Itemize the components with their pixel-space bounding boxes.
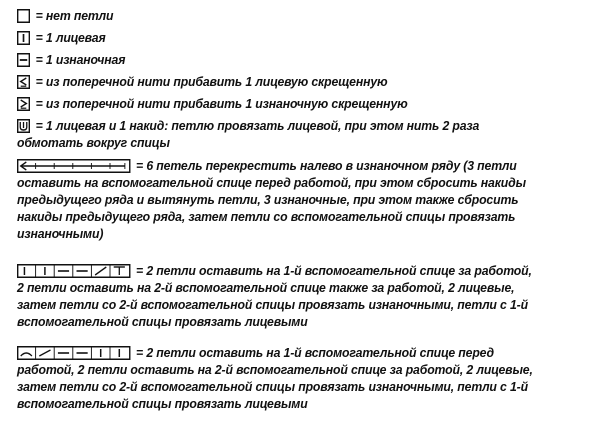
- legend-text: = 2 петли оставить на 1-й вспомогательной спице перед: [136, 345, 494, 360]
- legend-text: изнаночными): [17, 226, 104, 241]
- legend-item-cross-6-left: [17, 157, 546, 242]
- legend-text: накиды предыдущего ряда, затем петли со вспомогательной спицы провязать: [17, 209, 516, 224]
- legend-text: предыдущего ряда и вытянуть петли, 3 изнаночные, при этом также сбросить: [17, 192, 519, 207]
- legend-item-no-stitch: [17, 7, 546, 24]
- legend-text: работой, 2 петли оставить на 2-й вспомогательной спице за работой, 2 лицевые,: [17, 362, 533, 377]
- legend-text: вспомогательной спицы провязать лицевыми: [17, 396, 308, 411]
- legend-text: вспомогательной спицы провязать лицевыми: [17, 314, 308, 329]
- legend-item-increase-purl: [17, 95, 546, 112]
- cable-front-icon: [17, 346, 130, 360]
- legend-text: = нет петли: [35, 8, 114, 23]
- legend-item-knit-yarn-over: [17, 117, 546, 151]
- legend-item-knit: [17, 29, 546, 46]
- legend-text: = 1 лицевая и 1 накид: петлю провязать лицевой, при этом нить 2 раза: [35, 118, 480, 133]
- legend-text: = 2 петли оставить на 1-й вспомогательной спице за работой,: [136, 263, 532, 278]
- legend-text: = из поперечной нити прибавить 1 изнаночную скрещенную: [35, 96, 408, 111]
- legend-text: затем петли со 2-й вспомогательной спицы провязать изнаночными, петли с 1-й: [17, 379, 528, 394]
- legend-text: = 1 лицевая: [35, 30, 106, 45]
- legend-text: оставить на вспомогательной спице перед работой, при этом сбросить накиды: [17, 175, 526, 190]
- knit-wrap-icon: [17, 119, 30, 133]
- legend-text: = 1 изнаночная: [35, 52, 126, 67]
- legend-text: 2 петли оставить на 2-й вспомогательной спице также за работой, 2 лицевые,: [17, 280, 515, 295]
- legend-text: = из поперечной нити прибавить 1 лицевую скрещенную: [35, 74, 388, 89]
- legend-text: затем петли со 2-й вспомогательной спицы провязать изнаночными, петли с 1-й: [17, 297, 528, 312]
- cross-left-arrow-icon: [17, 159, 130, 173]
- legend-item-purl: [17, 51, 546, 68]
- increase-knit-icon: [17, 75, 30, 89]
- legend-item-cable-back: [17, 262, 546, 330]
- legend-text: обмотать вокруг спицы: [17, 135, 170, 150]
- legend-item-increase-knit: [17, 73, 546, 90]
- legend-item-cable-front: [17, 344, 546, 412]
- legend-text: = 6 петель перекрестить налево в изнаночном ряду (3 петли: [136, 158, 517, 173]
- increase-purl-icon: [17, 97, 30, 111]
- cable-back-icon: [17, 264, 130, 278]
- purl-stitch-icon: [17, 53, 30, 67]
- empty-cell-icon: [17, 9, 30, 23]
- knit-stitch-icon: [17, 31, 30, 45]
- bottom-fade: [0, 418, 612, 424]
